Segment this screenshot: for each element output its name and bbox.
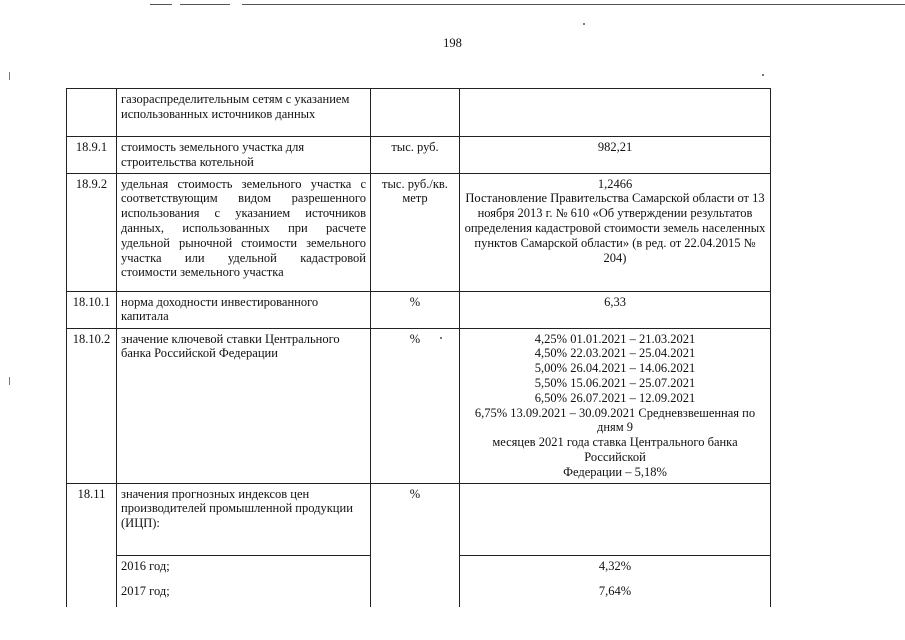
item-description xyxy=(117,173,371,291)
text-line: 6,50% 26.07.2021 – 12.09.2021 xyxy=(534,390,696,405)
text-line: Постановление Правительства Самарской области от 13 xyxy=(465,191,765,206)
text-line: 982,21 xyxy=(597,140,633,154)
scan-speck xyxy=(762,74,764,76)
text-line: капитала xyxy=(121,309,169,324)
text-line: определения кадастровой стоимости земель населенных xyxy=(464,220,766,235)
text-line: 5,00% 26.04.2021 – 14.06.2021 xyxy=(534,361,696,376)
text-line: ноября 2013 г. № 610 «Об утверждении результатов xyxy=(477,206,753,221)
item-value xyxy=(460,137,771,174)
text-line: 4,25% 01.01.2021 – 21.03.2021 xyxy=(534,331,696,346)
item-description xyxy=(117,483,371,555)
page-number: 198 xyxy=(443,36,462,50)
text-line: значение ключевой ставки Центрального xyxy=(121,331,340,346)
scan-top-line-right xyxy=(242,4,905,5)
text-line: 1,2466 xyxy=(597,176,633,191)
scan-speck xyxy=(9,72,10,80)
text-line: банка Российской Федерации xyxy=(121,346,278,361)
scan-top-line-left xyxy=(150,4,172,5)
text-line: Федерации – 5,18% xyxy=(563,464,667,479)
item-unit: % xyxy=(371,291,460,328)
item-number xyxy=(67,89,117,137)
text-line: норма доходности инвестированного xyxy=(121,294,319,309)
text-line: стоимость земельного участка для xyxy=(121,140,305,154)
table-row xyxy=(67,173,771,291)
text-line: использования с указанием источников xyxy=(121,206,366,221)
scan-top-line-mid xyxy=(180,4,230,5)
item-description xyxy=(117,89,371,137)
table-row xyxy=(67,483,771,555)
text-line: удельной рыночной стоимости земельного xyxy=(121,235,366,250)
text-line: 6,75% 13.09.2021 – 30.09.2021 Средневзвешенная по дням 9 xyxy=(474,405,756,435)
text-line: 6,33 xyxy=(604,294,626,309)
text-line: участка или удельной кадастровой xyxy=(121,250,366,265)
text-line: газораспределительным сетям с указанием xyxy=(121,92,350,106)
item-value xyxy=(460,328,771,483)
text-line: строительства котельной xyxy=(121,154,254,169)
table-row xyxy=(67,89,771,137)
table-row xyxy=(67,291,771,328)
table-row xyxy=(67,328,771,483)
item-value xyxy=(460,483,771,555)
parameters-table xyxy=(66,88,771,607)
item-unit: % xyxy=(371,328,460,483)
text-line: соответствующим видом разрешенного xyxy=(121,191,366,206)
text-line: значения прогнозных индексов цен xyxy=(121,486,310,501)
year-value: 4,32% xyxy=(460,555,771,581)
item-number: 18.9.1 xyxy=(67,137,117,174)
item-value xyxy=(460,291,771,328)
text-line: производителей промышленной продукции xyxy=(121,501,353,516)
year-label: 2016 год; xyxy=(117,555,371,581)
text-line: (ИЦП): xyxy=(121,516,160,531)
item-description xyxy=(117,137,371,174)
text-line: использованных источников данных xyxy=(121,106,316,121)
item-value xyxy=(460,173,771,291)
item-unit: % xyxy=(371,483,460,607)
text-line: стоимости земельного участка xyxy=(121,265,284,280)
item-value xyxy=(460,89,771,137)
scan-speck xyxy=(583,23,585,25)
text-line: данных, использованных при расчете xyxy=(121,220,366,235)
text-line: пунктов Самарской области» (в ред. от 22.04.2015 № 204) xyxy=(474,235,756,265)
item-description xyxy=(117,291,371,328)
item-number: 18.9.2 xyxy=(67,173,117,291)
item-description xyxy=(117,328,371,483)
year-value: 7,64% xyxy=(460,581,771,607)
item-unit xyxy=(371,89,460,137)
text-line: удельная стоимость земельного участка с xyxy=(121,176,366,191)
item-number: 18.11 xyxy=(67,483,117,607)
item-number: 18.10.1 xyxy=(67,291,117,328)
item-number: 18.10.2 xyxy=(67,328,117,483)
text-line: 5,50% 15.06.2021 – 25.07.2021 xyxy=(534,375,696,390)
item-unit: тыс. руб. xyxy=(371,137,460,174)
scan-speck xyxy=(9,377,10,385)
text-line: месяцев 2021 года ставка Центрального банка Российской xyxy=(492,435,738,464)
table-row xyxy=(67,137,771,174)
year-label: 2017 год; xyxy=(117,581,371,607)
text-line: 4,50% 22.03.2021 – 25.04.2021 xyxy=(534,346,696,361)
item-unit: тыс. руб./кв. метр xyxy=(371,173,460,291)
